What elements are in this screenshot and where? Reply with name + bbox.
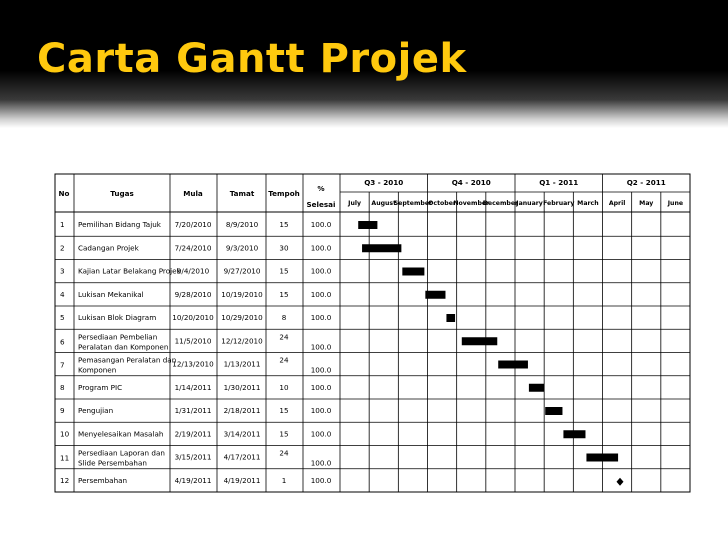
row-end-date: 10/19/2010 [221, 289, 263, 299]
row-no: 11 [60, 453, 70, 463]
row-percent: 100.0 [310, 289, 332, 299]
header-no: No [58, 189, 70, 198]
row-percent: 100.0 [310, 243, 332, 253]
gantt-bar [446, 314, 455, 322]
row-end-date: 9/27/2010 [223, 266, 261, 276]
milestone-diamond [617, 478, 624, 486]
row-task-name: Cadangan Projek [78, 243, 139, 253]
row-end-date: 1/13/2011 [223, 359, 261, 369]
gantt-bar [425, 291, 445, 299]
header-duration: Tempoh [268, 189, 300, 198]
row-duration: 10 [279, 382, 289, 392]
header-month: March [577, 200, 599, 207]
row-task-name: Pengujian [78, 406, 114, 415]
row-start-date: 7/20/2010 [174, 220, 212, 229]
row-task-name: Persediaan Laporan dan [78, 448, 165, 458]
row-no: 3 [60, 266, 65, 276]
row-no: 6 [60, 337, 65, 347]
header-quarter: Q3 - 2010 [364, 178, 404, 187]
header-month: August [371, 200, 397, 207]
header-month: December [482, 200, 519, 207]
header-month: April [608, 200, 626, 207]
header-month: May [639, 200, 654, 207]
row-percent: 100.0 [310, 365, 332, 375]
header-month: September [393, 200, 433, 207]
row-percent: 100.0 [310, 382, 332, 392]
row-task-name: Persediaan Pembelian [78, 332, 158, 342]
row-no: 4 [60, 289, 65, 299]
gantt-bar [462, 337, 497, 345]
header-pct-label: Selesai [306, 200, 336, 209]
row-percent: 100.0 [310, 406, 332, 415]
row-start-date: 3/15/2011 [174, 452, 212, 462]
header-month: July [348, 200, 362, 207]
row-task-name: Peralatan dan Komponen [78, 342, 169, 352]
row-start-date: 2/19/2011 [174, 429, 212, 439]
row-end-date: 9/3/2010 [225, 243, 259, 253]
row-no: 9 [60, 406, 65, 415]
gantt-bar [586, 454, 618, 462]
slide-title: Carta Gantt Projek [37, 36, 467, 82]
header-month: November [453, 200, 490, 207]
row-start-date: 9/28/2010 [174, 289, 212, 299]
row-no: 12 [60, 475, 70, 485]
row-duration: 15 [279, 429, 289, 439]
gantt-bar [563, 430, 585, 438]
row-duration: 8 [281, 313, 287, 322]
row-percent: 100.0 [310, 220, 332, 229]
row-end-date: 10/29/2010 [221, 313, 263, 322]
row-task-name: Lukisan Mekanikal [78, 289, 144, 299]
row-end-date: 1/30/2011 [223, 382, 261, 392]
gantt-bar [358, 221, 377, 229]
row-duration: 15 [279, 266, 289, 276]
row-percent: 100.0 [310, 475, 332, 485]
row-no: 10 [60, 429, 70, 439]
row-task-name: Kajian Latar Belakang Projek [78, 266, 181, 276]
row-duration: 15 [279, 406, 289, 415]
header-quarter: Q2 - 2011 [626, 178, 666, 187]
row-percent: 100.0 [310, 458, 332, 468]
gantt-bar [529, 384, 544, 392]
header-month: February [543, 200, 575, 207]
row-start-date: 1/31/2011 [174, 406, 212, 415]
header-task: Tugas [110, 189, 134, 198]
row-no: 2 [60, 243, 65, 253]
row-start-date: 7/24/2010 [174, 243, 212, 253]
row-task-name: Program PIC [78, 382, 123, 392]
header-end: Tamat [229, 189, 255, 198]
row-no: 5 [60, 313, 65, 322]
gantt-bar [362, 244, 401, 252]
row-start-date: 11/5/2010 [174, 336, 212, 346]
row-duration: 24 [279, 448, 289, 458]
row-duration: 1 [281, 475, 287, 485]
row-start-date: 4/19/2011 [174, 475, 212, 485]
row-end-date: 12/12/2010 [221, 336, 263, 346]
row-end-date: 3/14/2011 [223, 429, 261, 439]
header-pct-symbol: % [317, 184, 325, 193]
row-start-date: 12/13/2010 [172, 359, 214, 369]
header-month: October [428, 200, 456, 207]
header-month: June [667, 200, 684, 207]
header-start: Mula [183, 189, 203, 198]
row-duration: 15 [279, 220, 289, 229]
row-task-name: Pemilihan Bidang Tajuk [78, 220, 161, 229]
gantt-bar [545, 407, 562, 415]
gantt-bar [402, 268, 424, 276]
row-duration: 24 [279, 332, 289, 342]
row-end-date: 8/9/2010 [225, 220, 259, 229]
row-percent: 100.0 [310, 266, 332, 276]
row-task-name: Menyelesaikan Masalah [78, 429, 164, 439]
row-percent: 100.0 [310, 313, 332, 322]
row-duration: 24 [279, 355, 289, 365]
row-duration: 15 [279, 289, 289, 299]
row-no: 1 [60, 220, 65, 229]
header-month: January [516, 200, 543, 207]
row-start-date: 9/4/2010 [176, 266, 210, 276]
row-duration: 30 [279, 243, 289, 253]
row-end-date: 2/18/2011 [223, 406, 261, 415]
row-percent: 100.0 [310, 429, 332, 439]
row-end-date: 4/17/2011 [223, 452, 261, 462]
row-task-name: Lukisan Blok Diagram [78, 313, 157, 322]
header-quarter: Q1 - 2011 [539, 178, 579, 187]
row-no: 8 [60, 382, 65, 392]
row-percent: 100.0 [310, 342, 332, 352]
row-task-name: Slide Persembahan [78, 458, 147, 468]
row-task-name: Pemasangan Peralatan dan [78, 355, 177, 365]
row-task-name: Persembahan [78, 475, 128, 485]
row-start-date: 1/14/2011 [174, 382, 212, 392]
header-quarter: Q4 - 2010 [451, 178, 491, 187]
gantt-bar [498, 361, 528, 369]
row-task-name: Komponen [78, 365, 117, 375]
row-end-date: 4/19/2011 [223, 475, 261, 485]
row-start-date: 10/20/2010 [172, 313, 214, 322]
row-no: 7 [60, 360, 65, 370]
